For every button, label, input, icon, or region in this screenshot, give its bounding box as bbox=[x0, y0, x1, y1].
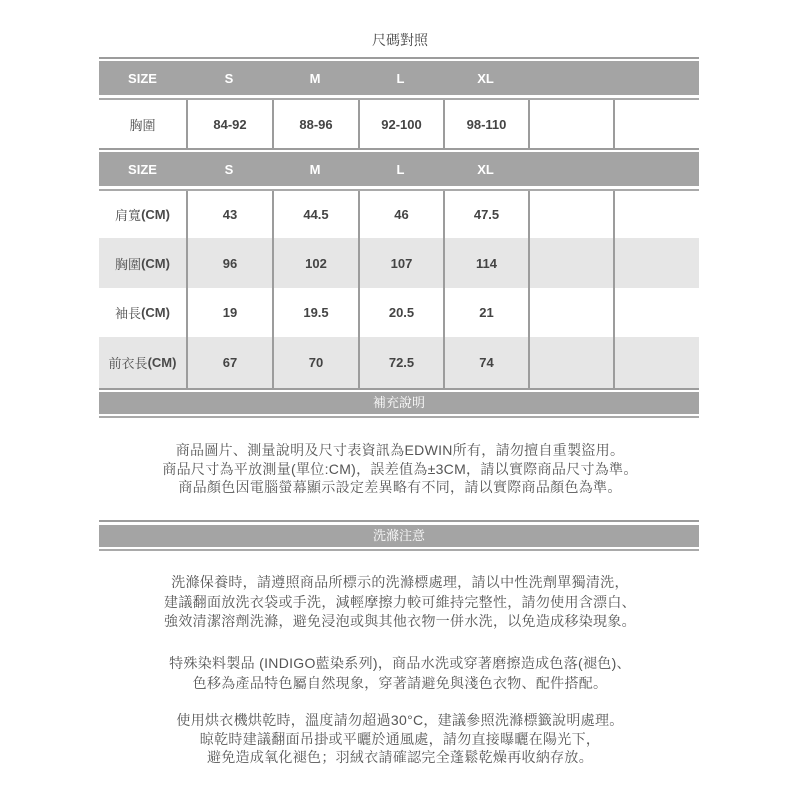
care-line: 避免造成氧化褪色；羽絨衣請確認完全蓬鬆乾燥再收納存放。 bbox=[206, 749, 594, 765]
notes-paragraph bbox=[0, 441, 800, 497]
table-row bbox=[99, 100, 699, 148]
care-line: 晾乾時建議翻面吊掛或平曬於通風處，請勿直接曝曬在陽光下， bbox=[199, 730, 601, 747]
care-line: 洗滌保養時，請遵照商品所標示的洗滌標處理，請以中性洗劑單獨清洗， bbox=[171, 574, 629, 590]
row-label-unit: (CM) bbox=[141, 305, 170, 320]
care-line: 使用烘衣機烘乾時，溫度請勿超過30°C，建議參照洗滌標籤說明處理。 bbox=[176, 712, 624, 728]
table-cell: 107 bbox=[358, 238, 443, 288]
notes-line: 商品尺寸為平放測量(單位:CM)，誤差值為±3CM，請以實際商品尺寸為準。 bbox=[162, 460, 638, 477]
row-label-name: 袖長 bbox=[115, 306, 142, 321]
row-label-unit: (CM) bbox=[147, 355, 177, 370]
care-line: 強效清潔溶劑洗滌，避免浸泡或與其他衣物一併水洗，以免造成移染現象。 bbox=[164, 613, 636, 629]
table-cell: 20.5 bbox=[358, 288, 443, 337]
header-cell: XL bbox=[477, 70, 494, 86]
table-rule bbox=[99, 388, 699, 390]
section-rule bbox=[99, 549, 699, 551]
header-cell: M bbox=[309, 161, 321, 177]
row-label-name: 前衣長 bbox=[108, 356, 148, 371]
table-cell: 98-110 bbox=[443, 100, 528, 148]
table-cell bbox=[613, 238, 699, 288]
row-label-name: 胸圍 bbox=[115, 256, 142, 272]
table-cell: 70 bbox=[272, 337, 358, 388]
header-cell: S bbox=[224, 161, 234, 177]
table-cell: 88-96 bbox=[272, 100, 358, 148]
table-row bbox=[99, 191, 699, 238]
table-cell: 47.5 bbox=[443, 191, 528, 238]
row-label bbox=[99, 191, 186, 238]
table-cell bbox=[613, 337, 699, 388]
table-cell: 84-92 bbox=[186, 100, 272, 148]
care-line: 色移為產品特色屬自然現象，穿著請避免與淺色衣物、配件搭配。 bbox=[192, 675, 608, 691]
table-cell: 21 bbox=[443, 288, 528, 337]
section-rule bbox=[99, 520, 699, 522]
row-label-name: 胸圍 bbox=[129, 117, 156, 133]
row-label-unit: (CM) bbox=[141, 255, 170, 271]
row-label-unit: (CM) bbox=[141, 207, 170, 222]
header-cell bbox=[528, 152, 613, 186]
table-cell: 92-100 bbox=[358, 100, 443, 148]
notes-line: 商品顏色因電腦螢幕顯示設定差異略有不同，請以實際商品顏色為準。 bbox=[178, 479, 622, 495]
table-row bbox=[99, 238, 699, 288]
header-cell: XL bbox=[477, 161, 494, 177]
table-cell: 44.5 bbox=[272, 191, 358, 238]
table-cell: 19 bbox=[186, 288, 272, 337]
table-cell: 43 bbox=[186, 191, 272, 238]
care-line: 建議翻面放洗衣袋或手洗，減輕摩擦力較可維持完整性，請勿使用含漂白、 bbox=[164, 593, 636, 610]
header-cell bbox=[613, 152, 699, 186]
page-title: 尺碼對照 bbox=[372, 32, 428, 48]
table-cell: 114 bbox=[443, 238, 528, 288]
table-cell bbox=[613, 288, 699, 337]
row-label bbox=[99, 288, 186, 337]
header-cell: L bbox=[396, 70, 405, 86]
header-cell bbox=[613, 61, 699, 95]
row-label bbox=[99, 337, 186, 388]
care-line: 特殊染料製品 (INDIGO藍染系列)，商品水洗或穿著磨擦造成色落(褪色)、 bbox=[169, 655, 631, 671]
header-cell: M bbox=[309, 70, 321, 86]
table-row bbox=[99, 337, 699, 388]
header-cell: L bbox=[396, 161, 405, 177]
table-cell: 102 bbox=[272, 238, 358, 288]
header-cell: SIZE bbox=[128, 161, 157, 177]
section-rule bbox=[99, 416, 699, 418]
table-rule bbox=[99, 57, 699, 59]
table-cell: 19.5 bbox=[272, 288, 358, 337]
table-cell bbox=[528, 100, 613, 148]
size-table-header bbox=[99, 61, 699, 95]
table-cell bbox=[528, 288, 613, 337]
table-cell: 46 bbox=[358, 191, 443, 238]
table-cell: 72.5 bbox=[358, 337, 443, 388]
table-cell bbox=[613, 191, 699, 238]
notes-line: 商品圖片、測量說明及尺寸表資訊為EDWIN所有，請勿擅自重製盜用。 bbox=[175, 442, 625, 458]
row-label-name: 肩寬 bbox=[115, 208, 142, 223]
table-cell bbox=[528, 191, 613, 238]
table-cell bbox=[528, 238, 613, 288]
row-label bbox=[99, 100, 186, 148]
table-cell bbox=[528, 337, 613, 388]
table-cell: 74 bbox=[443, 337, 528, 388]
header-cell: SIZE bbox=[128, 70, 157, 86]
table-cell: 67 bbox=[186, 337, 272, 388]
table-row bbox=[99, 288, 699, 337]
measure-table-header bbox=[99, 152, 699, 186]
notes-heading-bar: 補充說明 bbox=[99, 392, 699, 414]
care-paragraph-drying bbox=[0, 711, 800, 767]
row-label bbox=[99, 238, 186, 288]
header-cell: S bbox=[224, 70, 234, 86]
table-cell bbox=[613, 100, 699, 148]
care-heading-bar: 洗滌注意 bbox=[99, 525, 699, 547]
care-paragraph-indigo bbox=[0, 653, 800, 693]
table-cell: 96 bbox=[186, 238, 272, 288]
header-cell bbox=[528, 61, 613, 95]
care-paragraph-washing bbox=[0, 573, 800, 632]
table-rule bbox=[99, 148, 699, 150]
